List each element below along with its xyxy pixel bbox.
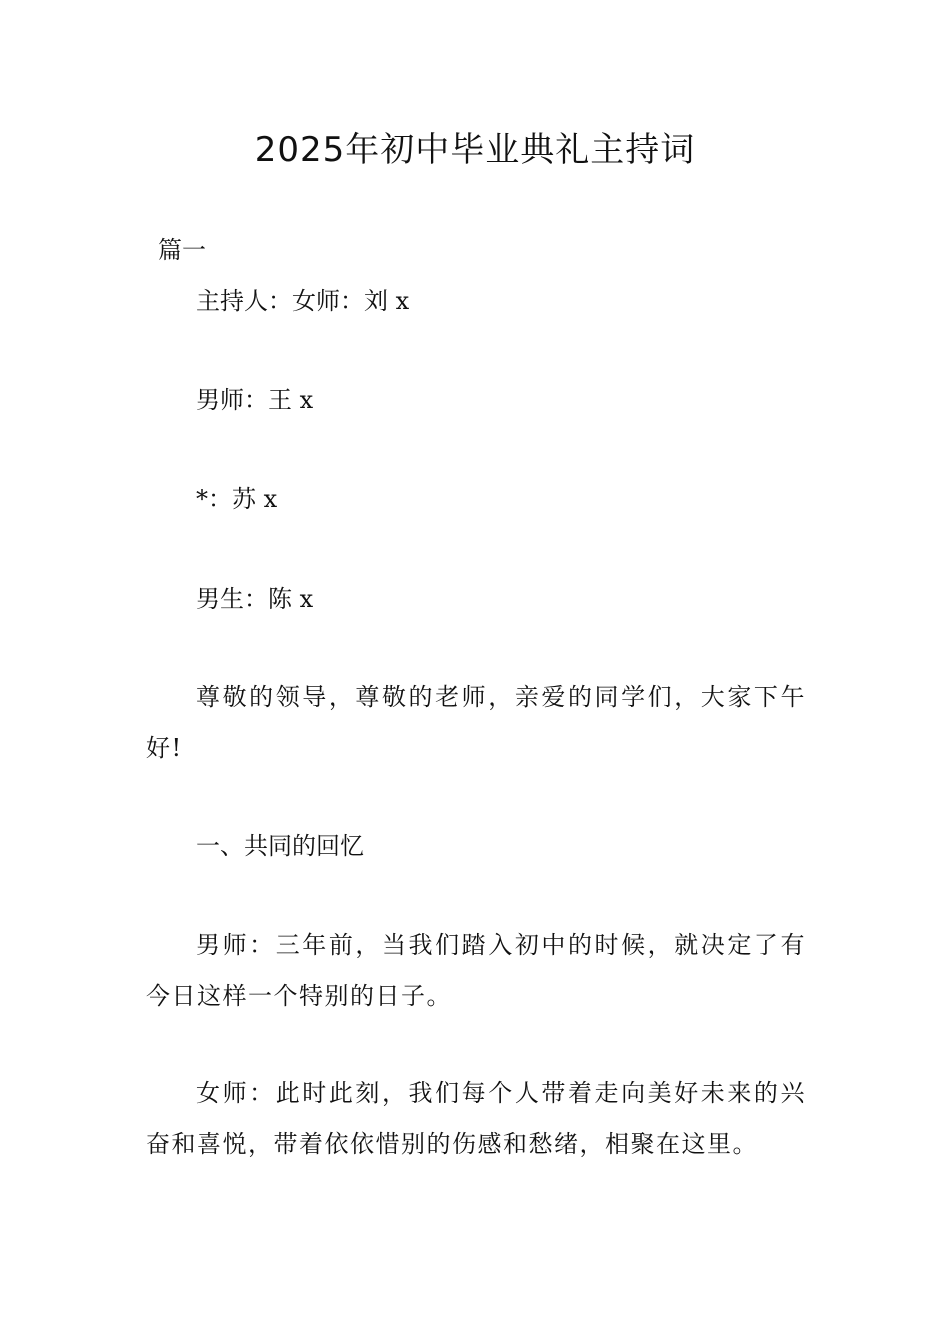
host-line-3: *：苏 x <box>196 485 278 513</box>
host-line-4: 男生：陈 x <box>196 585 314 613</box>
greeting-paragraph: 尊敬的领导，尊敬的老师，亲爱的同学们，大家下午好! <box>146 683 806 762</box>
paragraph-2: 女师：此时此刻，我们每个人带着走向美好未来的兴奋和喜悦，带着依依惜别的伤感和愁绪，相聚在这里。 <box>146 1079 806 1158</box>
document-title: 2025年初中毕业典礼主持词 <box>254 130 696 170</box>
host-line-1: 主持人：女师：刘 x <box>196 287 410 315</box>
part-heading: 一、共同的回忆 <box>196 832 364 860</box>
paragraph-1: 男师：三年前，当我们踏入初中的时候，就决定了有今日这样一个特别的日子。 <box>146 931 806 1010</box>
host-line-2: 男师：王 x <box>196 386 314 414</box>
section-label: 篇一 <box>158 236 206 264</box>
